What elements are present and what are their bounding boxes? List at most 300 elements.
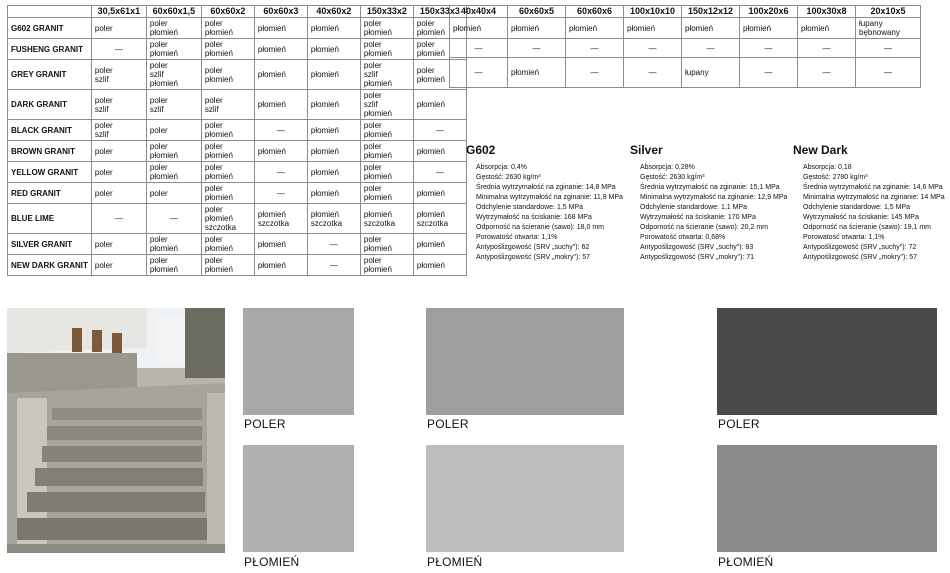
finish-value: poler [94, 260, 113, 270]
finish-value: szczotka [310, 218, 343, 228]
finish-cell [798, 39, 856, 58]
finish-value: płomień [416, 239, 445, 249]
finish-value: — [822, 68, 831, 77]
finish-value: — [435, 167, 444, 177]
spec-new-dark [793, 145, 950, 263]
finish-cell [413, 120, 466, 141]
finish-cell [307, 39, 360, 60]
finish-value: płomień [569, 23, 598, 33]
spec-line: Wytrzymałość na ściskanie: 145 MPa [803, 214, 919, 221]
finish-cell [91, 141, 146, 162]
spec-line: Gęstość: 2630 kg/m³ [476, 174, 541, 181]
finish-value: poler [149, 188, 168, 198]
finish-value: — [329, 260, 338, 270]
finish-cell [740, 58, 798, 88]
caption-new-dark-plomien: PŁOMIEŃ [718, 555, 774, 569]
stone-row [8, 90, 467, 120]
size-column-header: 100x20x6 [740, 6, 798, 18]
g602-poler-swatch [243, 308, 354, 415]
finish-value: płomień [257, 44, 286, 54]
finish-cell [413, 234, 466, 255]
finish-cell [413, 255, 466, 276]
finish-value: łupany [859, 19, 883, 28]
finish-value: płomień [363, 193, 392, 202]
finish-value: poler [204, 205, 223, 214]
finish-value: poler [149, 40, 168, 49]
finish-cell [682, 58, 740, 88]
finish-value: — [884, 43, 892, 53]
finish-value: poler [149, 95, 168, 105]
finish-cell [146, 204, 201, 234]
caption-silver-plomien: PŁOMIEŃ [427, 555, 483, 569]
finish-value: płomień [416, 28, 445, 37]
finish-value: poler [149, 235, 168, 244]
finish-value: płomień [363, 172, 392, 181]
size-column-header: 100x10x10 [624, 6, 682, 18]
finish-value: płomień [149, 79, 178, 88]
finish-cell [360, 162, 413, 183]
finish-value: płomień [149, 244, 178, 253]
finish-value: poler [363, 61, 382, 70]
finish-value: poler [94, 188, 113, 198]
finish-value: — [276, 167, 285, 177]
finish-cell [360, 18, 413, 39]
finish-cell [307, 141, 360, 162]
finish-value: płomień [310, 23, 339, 33]
finish-value: płomień [416, 209, 445, 219]
finish-value: płomień [204, 193, 233, 202]
finish-value: płomień [257, 100, 286, 109]
finish-value: poler [363, 163, 382, 172]
spec-line: Wytrzymałość na ściskanie: 168 MPa [476, 214, 592, 221]
finish-cell [254, 255, 307, 276]
finish-cell [624, 58, 682, 88]
finish-value: szlif [363, 100, 378, 109]
finish-value: płomień [363, 49, 392, 58]
spec-line: Absorpcja: 0,4% [476, 164, 527, 171]
finish-cell [360, 255, 413, 276]
finish-cell [254, 39, 307, 60]
finish-value: płomień [257, 239, 286, 249]
finish-value: poler [204, 95, 223, 105]
finish-cell [91, 234, 146, 255]
spec-line: Absorpcja: 0,28% [640, 164, 695, 171]
finish-value: płomień [416, 100, 445, 109]
size-column-header: 150x33x3 [413, 6, 466, 18]
spec-line: Wytrzymałość na ściskanie: 170 MPa [640, 214, 756, 221]
finish-value: poler [204, 40, 223, 49]
stone-name: DARK GRANIT [8, 90, 92, 120]
stone-row [8, 141, 467, 162]
finish-cell [307, 162, 360, 183]
finish-cell [682, 39, 740, 58]
finish-value: poler [149, 61, 168, 70]
finish-cell [201, 255, 254, 276]
spec-line: Porowatość otwarta: 1,1% [803, 234, 885, 241]
spec-line: Średnia wytrzymałość na zginanie: 14,6 MPa [803, 184, 943, 191]
finish-cell [201, 18, 254, 39]
spec-line: Gęstość: 2630 kg/m³ [640, 174, 705, 181]
size-column-header: 60x60x6 [566, 6, 624, 18]
finish-value: poler [94, 65, 113, 75]
finish-value: płomień [310, 125, 339, 135]
finish-value: płomień [416, 146, 445, 156]
finish-value: poler [204, 19, 223, 28]
finish-value: poler [204, 121, 223, 130]
finish-value: płomień [204, 265, 233, 274]
finish-cell [740, 18, 798, 39]
finish-value: poler [363, 19, 382, 28]
finish-cell [254, 18, 307, 39]
finish-value: poler [363, 184, 382, 193]
finish-cell [508, 58, 566, 88]
finish-cell [624, 18, 682, 39]
finish-value: — [474, 43, 483, 53]
new-dark-plomien-swatch [717, 445, 937, 552]
finish-value: płomień [453, 23, 482, 33]
finish-cell [413, 141, 466, 162]
finish-cell [360, 183, 413, 204]
finish-cell [146, 39, 201, 60]
finish-value: poler [149, 125, 168, 135]
caption-g602-poler: POLER [244, 417, 286, 431]
silver-poler-swatch [426, 308, 624, 415]
finish-value: płomień [204, 244, 233, 253]
finish-cell [798, 58, 856, 88]
size-column-header: 100x30x8 [798, 6, 856, 18]
spec-title: G602 [466, 143, 496, 157]
finish-value: płomień [257, 23, 286, 33]
caption-g602-plomien: PŁOMIEŃ [244, 555, 300, 569]
finish-value: szlif [204, 104, 219, 114]
finish-value: poler [363, 235, 382, 244]
spec-line: Średnia wytrzymałość na zginanie: 15,1 MPa [640, 184, 780, 191]
finish-value: płomień [204, 172, 233, 181]
g602-plomien-swatch [243, 445, 354, 552]
finish-value: płomień [204, 214, 233, 223]
finish-value: płomień [204, 74, 233, 84]
size-column-header: 60x60x3 [254, 6, 307, 18]
finish-value: poler [363, 91, 382, 100]
finish-value: — [474, 68, 483, 77]
finish-cell [254, 183, 307, 204]
finish-value: poler [149, 142, 168, 151]
finish-value: poler [204, 65, 223, 75]
spec-line: Średnia wytrzymałość na zginanie: 14,8 MPa [476, 184, 616, 191]
stone-name: GREY GRANIT [8, 60, 92, 90]
spec-line: Porowatość otwarta: 0,68% [640, 234, 726, 241]
finish-cell [146, 234, 201, 255]
finish-value: płomień [685, 23, 714, 33]
stairs-photo [7, 308, 225, 553]
finish-cell [307, 90, 360, 120]
spec-line: Absorpcja: 0,18 [803, 164, 852, 171]
finish-value: płomień [204, 151, 233, 160]
finish-value: poler [204, 184, 223, 193]
finish-cell [91, 39, 146, 60]
size-column-header: 40x60x2 [307, 6, 360, 18]
finish-value: płomień [257, 146, 286, 156]
spec-title: New Dark [793, 143, 848, 157]
finish-cell [254, 204, 307, 234]
finish-value: — [590, 43, 599, 53]
finish-value: płomień [363, 109, 392, 118]
finish-cell [856, 58, 921, 88]
finish-cell [146, 141, 201, 162]
spec-line: Minimalna wytrzymałość na zginanie: 14 MPa [803, 194, 945, 201]
finish-value: — [276, 188, 285, 198]
finish-cell [146, 60, 201, 90]
finish-cell [91, 162, 146, 183]
finish-cell [566, 39, 624, 58]
spec-g602 [466, 145, 626, 263]
stone-name: SILVER GRANIT [8, 234, 92, 255]
finish-cell [307, 255, 360, 276]
stone-name: G602 GRANIT [8, 18, 92, 39]
finish-cell [146, 120, 201, 141]
size-column-header: 40x40x4 [450, 6, 508, 18]
finish-cell [254, 90, 307, 120]
size-column-header: 20x10x5 [856, 6, 921, 18]
finish-value: poler [94, 167, 113, 177]
spec-line: Antypoślizgowość (SRV „mokry"): 57 [476, 254, 591, 261]
finish-cell [856, 18, 921, 39]
new-dark-poler-swatch [717, 308, 937, 415]
spec-lines [630, 163, 790, 263]
finish-value: płomień [363, 265, 392, 274]
spec-silver [630, 145, 790, 263]
finish-cell [508, 39, 566, 58]
finish-value: płomień [310, 44, 339, 54]
stone-name: NEW DARK GRANIT [8, 255, 92, 276]
spec-title: Silver [630, 143, 663, 157]
finish-value: płomień [310, 209, 339, 219]
finish-value: łupany [685, 68, 709, 77]
stone-row [8, 162, 467, 183]
spec-line: Antypoślizgowość (SRV „mokry"): 71 [640, 254, 755, 261]
silver-plomien-swatch [426, 445, 624, 552]
finish-value: płomień [204, 28, 233, 37]
spec-line: Antypoślizgowość (SRV „suchy"): 72 [803, 244, 917, 251]
finish-cell [413, 183, 466, 204]
finish-value: — [276, 125, 285, 135]
size-column-header: 60x60x2 [201, 6, 254, 18]
finish-value: płomień [511, 68, 540, 77]
finish-cell [307, 18, 360, 39]
finish-value: poler [149, 256, 168, 265]
finish-cell [360, 90, 413, 120]
finish-value: płomień [149, 151, 178, 160]
finish-value: płomień [363, 79, 392, 88]
finish-value: szlif [94, 130, 109, 139]
finish-value: — [764, 68, 773, 77]
finish-value: płomień [363, 130, 392, 139]
finish-cell [254, 234, 307, 255]
size-column-header: 150x12x12 [682, 6, 740, 18]
finish-cell [91, 204, 146, 234]
finish-value: płomień [310, 188, 339, 198]
finish-value: płomień [363, 151, 392, 160]
finish-value: płomień [743, 23, 772, 33]
finish-table-left [7, 5, 467, 276]
stone-row [8, 255, 467, 276]
finish-cell [91, 90, 146, 120]
finish-value: płomień [416, 49, 445, 58]
finish-cell [146, 90, 201, 120]
finish-cell [201, 60, 254, 90]
finish-value: poler [94, 121, 113, 130]
finish-cell [201, 204, 254, 234]
finish-cell [566, 18, 624, 39]
finish-value: płomień [149, 49, 178, 58]
spec-lines [793, 163, 950, 263]
finish-value: poler [204, 163, 223, 172]
finish-value: szlif [149, 104, 164, 114]
stone-row [8, 204, 467, 234]
finish-value: poler [363, 40, 382, 49]
finish-cell [566, 58, 624, 88]
spec-line: Odchylenie standardowe: 1,5 MPa [476, 204, 584, 211]
finish-value: szlif [149, 70, 164, 79]
spec-line: Odchylenie standardowe: 1,1 MPa [640, 204, 748, 211]
finish-cell [413, 162, 466, 183]
spec-lines [466, 163, 626, 263]
stone-name: RED GRANIT [8, 183, 92, 204]
finish-value: płomień [363, 244, 392, 253]
finish-value: płomień [149, 28, 178, 37]
finish-value: płomień [363, 28, 392, 37]
finish-cell [91, 60, 146, 90]
finish-value: — [822, 43, 831, 53]
finish-value: poler [204, 256, 223, 265]
finish-value: poler [94, 23, 113, 33]
finish-table-right [449, 5, 921, 88]
finish-cell [508, 18, 566, 39]
stone-name: BLACK GRANIT [8, 120, 92, 141]
finish-cell [146, 18, 201, 39]
spec-line: Porowatość otwarta: 1,1% [476, 234, 558, 241]
finish-value: płomień [416, 188, 445, 198]
finish-value: — [435, 125, 444, 135]
stone-row [8, 60, 467, 90]
finish-value: płomień [149, 265, 178, 274]
stone-row [8, 120, 467, 141]
stone-row [8, 183, 467, 204]
finish-value: — [706, 43, 715, 53]
finish-cell [413, 90, 466, 120]
finish-value: poler [363, 142, 382, 151]
finish-value: płomień [416, 260, 445, 270]
finish-value: płomień [257, 70, 286, 79]
finish-cell [682, 18, 740, 39]
finish-cell [91, 120, 146, 141]
finish-cell [201, 183, 254, 204]
finish-value: płomień [801, 23, 830, 33]
finish-value: poler [363, 256, 382, 265]
size-column-header: 60x60x1,5 [146, 6, 201, 18]
finish-value: płomień [363, 209, 392, 219]
finish-cell [360, 39, 413, 60]
finish-cell [254, 162, 307, 183]
finish-value: — [114, 214, 123, 223]
finish-value: bębnowany [859, 28, 900, 37]
finish-cell [798, 18, 856, 39]
finish-value: płomień [511, 23, 540, 33]
finish-value: płomień [310, 146, 339, 156]
spec-line: Minimalna wytrzymałość na zginanie: 11,8 MPa [476, 194, 623, 201]
finish-value: szlif [94, 104, 109, 114]
finish-value: płomień [310, 100, 339, 109]
spec-line: Odporność na ścieranie (sawo): 19,1 mm [803, 224, 931, 231]
finish-value: — [884, 68, 892, 77]
finish-cell [307, 204, 360, 234]
finish-cell [201, 162, 254, 183]
finish-cell [360, 60, 413, 90]
finish-value: — [169, 214, 178, 223]
finish-value: — [590, 68, 599, 77]
finish-cell [307, 234, 360, 255]
finish-cell [91, 183, 146, 204]
finish-cell [201, 90, 254, 120]
finish-value: poler [204, 235, 223, 244]
finish-cell [360, 141, 413, 162]
finish-value: poler [94, 146, 113, 156]
finish-value: — [648, 43, 657, 53]
finish-cell [254, 120, 307, 141]
finish-value: płomień [416, 74, 445, 84]
finish-value: szczotka [416, 218, 449, 228]
finish-value: płomień [310, 167, 339, 177]
finish-cell [91, 18, 146, 39]
finish-cell [146, 183, 201, 204]
finish-cell [450, 18, 508, 39]
finish-cell [307, 60, 360, 90]
caption-new-dark-poler: POLER [718, 417, 760, 431]
finish-value: poler [416, 40, 435, 49]
finish-value: płomień [204, 49, 233, 58]
finish-cell [307, 183, 360, 204]
spec-line: Minimalna wytrzymałość na zginanie: 12,9 MPa [640, 194, 788, 201]
finish-value: płomień [257, 209, 286, 219]
caption-silver-poler: POLER [427, 417, 469, 431]
finish-cell [307, 120, 360, 141]
spec-line: Odchylenie standardowe: 1,5 MPa [803, 204, 911, 211]
finish-value: poler [149, 163, 168, 172]
spec-line: Gęstość: 2780 kg/m³ [803, 174, 868, 181]
finish-cell [146, 162, 201, 183]
stone-name: FUSHENG GRANIT [8, 39, 92, 60]
finish-value: poler [416, 65, 435, 75]
finish-cell [201, 141, 254, 162]
finish-value: poler [416, 19, 435, 28]
finish-value: szczotka [257, 218, 290, 228]
finish-value: poler [94, 95, 113, 105]
finish-cell [254, 60, 307, 90]
finish-value: szczotka [204, 223, 237, 232]
finish-value: poler [204, 142, 223, 151]
finish-cell [450, 39, 508, 58]
finish-cell [856, 39, 921, 58]
finish-value: — [532, 43, 541, 53]
stone-row [450, 58, 921, 88]
finish-value: — [114, 44, 123, 54]
stone-name: YELLOW GRANIT [8, 162, 92, 183]
spec-line: Antypoślizgowość (SRV „suchy"): 83 [640, 244, 754, 251]
finish-cell [360, 120, 413, 141]
stone-row [8, 234, 467, 255]
finish-value: płomień [627, 23, 656, 33]
finish-value: — [764, 43, 773, 53]
